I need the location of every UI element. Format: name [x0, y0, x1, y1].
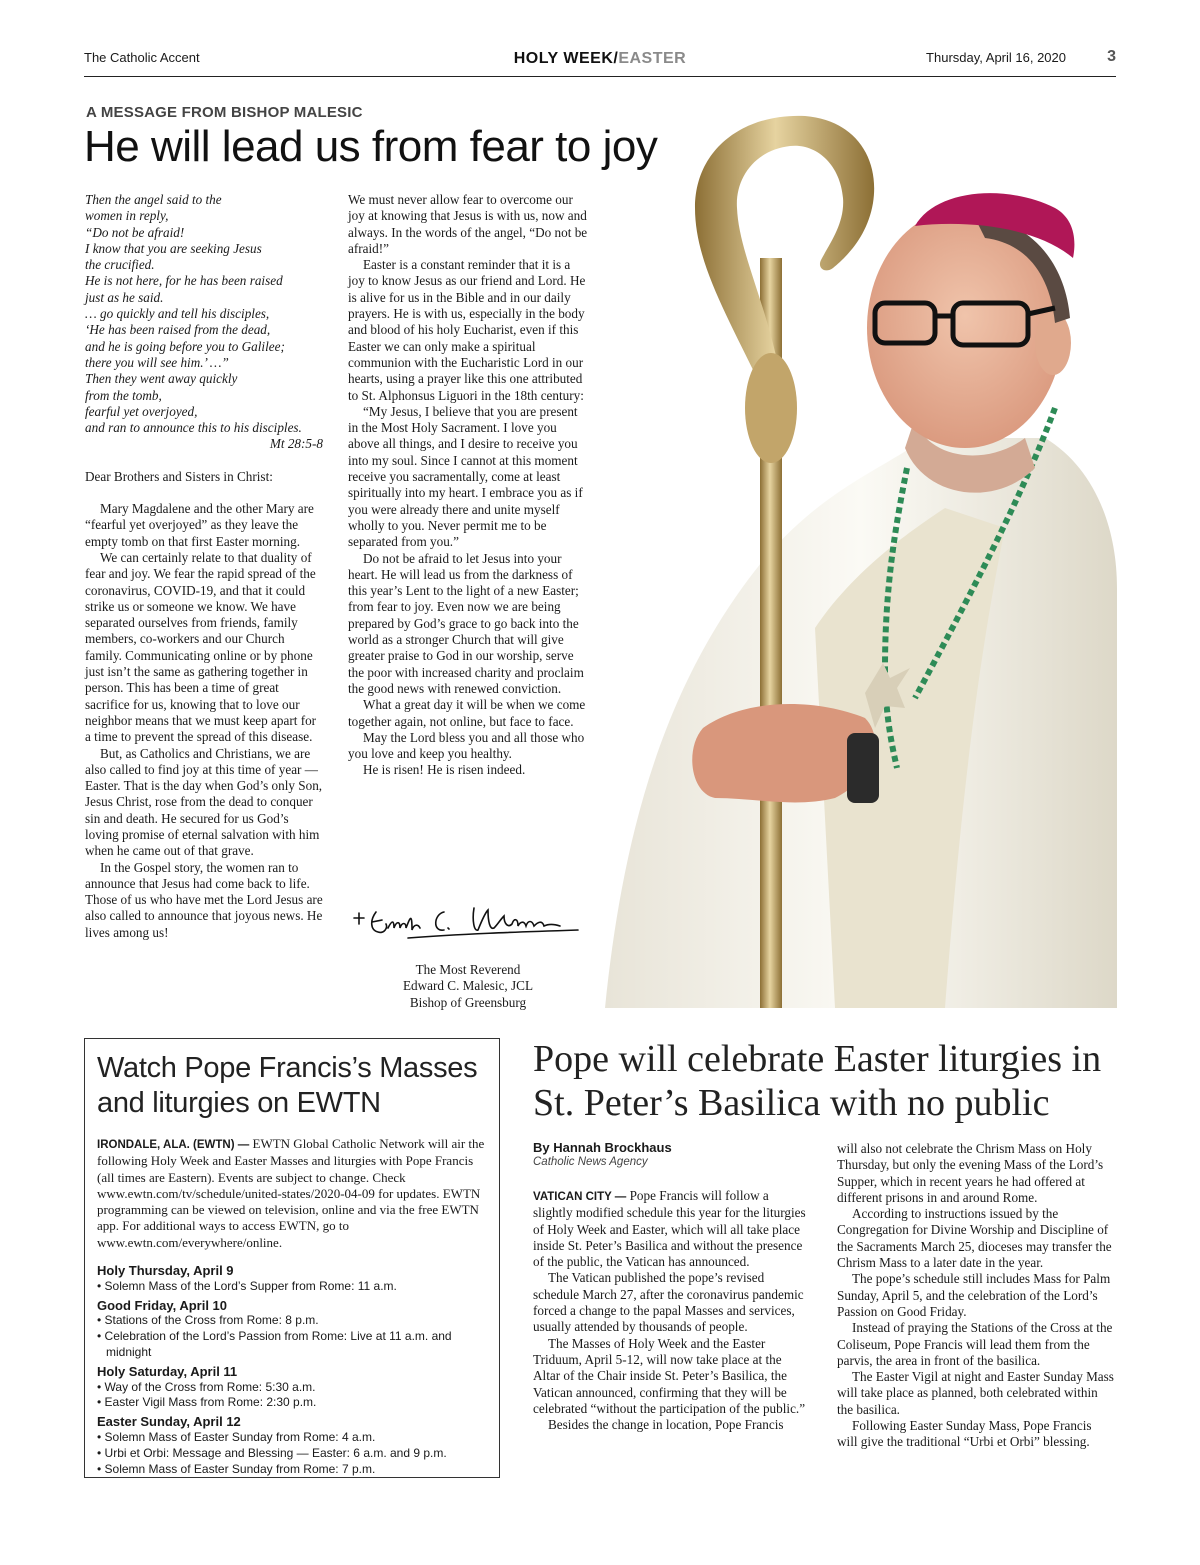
signoff-line: The Most Reverend: [415, 962, 521, 977]
verse-line: women in reply,: [85, 208, 169, 224]
section-title-part2: EASTER: [618, 50, 687, 67]
article-kicker: A MESSAGE FROM BISHOP MALESIC: [86, 104, 363, 121]
schedule-day-heading: Holy Saturday, April 11: [97, 1363, 238, 1379]
author-name: By Hannah Brockhaus: [533, 1140, 672, 1155]
schedule-item: • Way of the Cross from Rome: 5:30 a.m.: [97, 1379, 316, 1394]
body-paragraph: The Easter Vigil at night and Easter Sunday Mass will take place as planned, both celebrated within the basilica.: [837, 1369, 1114, 1417]
section-title-part1: HOLY WEEK/: [513, 50, 619, 67]
ewtn-intro: [97, 1136, 492, 1251]
verse-line: “Do not be afraid!: [85, 224, 185, 240]
salutation: Dear Brothers and Sisters in Christ:: [85, 468, 273, 484]
verse-line: there you will see him.’ …”: [85, 354, 229, 370]
schedule-day-heading: Holy Thursday, April 9: [97, 1263, 234, 1278]
pope-dateline: VATICAN CITY —: [533, 1191, 627, 1203]
verse-citation: Mt 28:5-8: [269, 436, 323, 452]
issue-date: Thursday, April 16, 2020: [926, 50, 1066, 65]
bishop-column-1: [85, 192, 323, 941]
body-paragraph: What a great day it will be when we come together again, not online, but face to face.: [348, 697, 586, 729]
schedule-item: • Urbi et Orbi: Message and Blessing — Easter: 6 a.m. and 9 p.m.: [97, 1445, 447, 1460]
schedule-day-heading: Easter Sunday, April 12: [97, 1414, 241, 1430]
body-paragraph: He is risen! He is risen indeed.: [363, 762, 526, 778]
verse-line: the crucified.: [85, 257, 155, 273]
body-paragraph: But, as Catholics and Christians, we are also called to find joy at this time of year — Easter. That is the day when God’s only Son, Jesus Christ, rose from the dead to conquer sin and death. He secured for us God’s loving promise of eternal salvation with him when he came out of that grave.: [85, 745, 323, 859]
body-paragraph: The pope’s schedule still includes Mass for Palm Sunday, April 5, and the celebration of the Lord’s Passion on Good Friday.: [837, 1271, 1111, 1319]
bishop-column-2: [348, 192, 588, 779]
lead-text: Pope Francis will follow a slightly modified schedule this year for the liturgies of Holy Week and Easter, which will all take place inside St. Peter’s Basilica and without the presence of the public, the Vatican has announced.: [533, 1188, 806, 1270]
publication-name: The Catholic Accent: [84, 50, 200, 65]
body-paragraph: May the Lord bless you and all those who you love and keep you healthy.: [348, 729, 585, 762]
schedule-item: • Easter Vigil Mass from Rome: 2:30 p.m.: [97, 1395, 317, 1410]
body-paragraph: In the Gospel story, the women ran to announce that Jesus had come back to life. Those of us who have met the Lord Jesus are also called to announce that joyous news. He lives among us!: [85, 859, 323, 940]
body-paragraph: The Vatican published the pope’s revised schedule March 27, after the coronavirus pandemic forced a change to the papal Masses and services, usually attended by thousands of people.: [533, 1270, 804, 1335]
schedule-item: • Stations of the Cross from Rome: 8 p.m.: [97, 1313, 319, 1328]
verse-line: Then they went away quickly: [85, 371, 238, 387]
verse-line: just as he said.: [85, 289, 164, 305]
bishop-signature: [348, 898, 588, 946]
body-paragraph: Following Easter Sunday Mass, Pope Francis will give the traditional “Urbi et Orbi” blessing.: [837, 1418, 1092, 1450]
pope-article-byline: [533, 1140, 672, 1168]
body-paragraph: We can certainly relate to that duality of fear and joy. We fear the rapid spread of the coronavirus, COVID-19, and that it could strike us or someone we know. We have separated ourselves from friends, family members, co-workers and our Church family. Communicating online or by phone just isn’t the same as gathering together in person. This has been a time of great sacrifice for us, knowing that to love our neighbor means that we must keep apart for a time to prevent the spread of this disease.: [85, 549, 317, 745]
bishop-photo: [585, 108, 1117, 1008]
verse-line: … go quickly and tell his disciples,: [85, 306, 270, 322]
body-paragraph: Mary Magdalene and the other Mary are “fearful yet overjoyed” as they leave the empty tomb on that first Easter morning.: [85, 501, 314, 549]
body-paragraph: “My Jesus, I believe that you are present in the Most Holy Sacrament. I love you above all things, and I desire to receive you into my soul. Since I cannot at this moment receive you sacramentally, come at least spiritually into my heart. I embrace you as if you were already there and unite myself wholly to you. Never permit me to be separated from you.”: [348, 403, 583, 550]
schedule-day-heading: Good Friday, April 10: [97, 1297, 228, 1313]
ewtn-intro-text: EWTN Global Catholic Network will air the following Holy Week and Easter Masses and liturgies with Pope Francis (all times are Eastern). Events are subject to change. Check www.ewtn.com/tv/schedule/united-states/2020-04-09 for updates. EWTN programming can be viewed on television, online and via the free EWTN app. For additional ways to access EWTN, go to www.ewtn.com/everywhere/online.: [97, 1136, 485, 1250]
schedule-item: • Solemn Mass of the Lord’s Supper from Rome: 11 a.m.: [97, 1278, 397, 1293]
ewtn-schedule: [97, 1263, 492, 1477]
body-paragraph: [533, 1188, 809, 1270]
body-paragraph: Easter is a constant reminder that it is a joy to know Jesus as our friend and Lord. He is alive for us in the Bible and in our daily prayers. He is with us, especially in the body and blood of his holy Eucharist, even if this Easter we can only make a spiritual communion with the Eucharistic Lord in our hearts, using a prayer like this one attributed to St. Alphonsus Liguori in the 18th century:: [348, 257, 586, 403]
verse-line: He is not here, for he has been raised: [85, 273, 283, 289]
signoff-line: Edward C. Malesic, JCL: [402, 978, 534, 994]
ewtn-dateline: IRONDALE, ALA. (EWTN) —: [97, 1139, 250, 1151]
body-paragraph: The Masses of Holy Week and the Easter Triduum, April 5-12, will now take place at the Altar of the Chair inside St. Peter’s Basilica, the Vatican announced, confirming that they will be celebrated “without the participation of the public.”: [533, 1335, 806, 1416]
verse-line: and ran to announce this to his disciples.: [85, 420, 302, 436]
schedule-item: • Solemn Mass of Easter Sunday from Rome: 7 p.m.: [97, 1461, 376, 1476]
body-paragraph: Instead of praying the Stations of the Cross at the Coliseum, Pope Francis will lead them from the parvis, the area in front of the basilica.: [837, 1320, 1113, 1368]
verse-line: I know that you are seeking Jesus: [85, 240, 262, 256]
body-paragraph: will also not celebrate the Chrism Mass on Holy Thursday, but only the evening Mass of the Lord’s Supper, which in recent years he had offered at different prisons in and around Rome.: [837, 1141, 1104, 1205]
article-headline: He will lead us from fear to joy: [84, 122, 658, 171]
verse-line: from the tomb,: [85, 387, 162, 403]
scripture-verse: [85, 192, 323, 453]
ewtn-sidebar-box: [84, 1038, 500, 1478]
news-agency: Catholic News Agency: [533, 1156, 648, 1168]
verse-line: Then the angel said to the: [85, 192, 222, 207]
verse-line: ‘He has been raised from the dead,: [85, 322, 271, 338]
bishop-signoff: [348, 962, 588, 1011]
schedule-item: • Celebration of the Lord’s Passion from Rome: Live at 11 a.m. and midnight: [97, 1329, 452, 1359]
pope-column-2: [837, 1141, 1115, 1451]
body-paragraph: We must never allow fear to overcome our joy at knowing that Jesus is with us, now and always. In the words of the angel, “Do not be afraid!”: [348, 192, 588, 256]
body-paragraph: Do not be afraid to let Jesus into your heart. He will lead us from the darkness of this year’s Lent to the light of a new Easter; from fear to joy. Even now we are being prepared by God’s grace to go back into the world as a stronger Church that will give greater praise to God in our worship, serve the poor with increased charity and proclaim the good news with renewed conviction.: [348, 550, 584, 696]
verse-line: fearful yet overjoyed,: [85, 403, 198, 419]
page-number: 3: [1107, 48, 1116, 65]
body-paragraph: Besides the change in location, Pope Francis: [548, 1417, 784, 1433]
pope-column-1: [533, 1188, 809, 1433]
page-header: [84, 48, 1116, 77]
schedule-item: • Solemn Mass of Easter Sunday from Rome: 4 a.m.: [97, 1429, 376, 1444]
pope-article-headline: Pope will celebrate Easter liturgies in St. Peter’s Basilica with no public: [533, 1038, 1102, 1124]
signoff-line: Bishop of Greensburg: [409, 994, 527, 1010]
verse-line: and he is going before you to Galilee;: [85, 338, 285, 354]
body-paragraph: According to instructions issued by the Congregation for Divine Worship and Discipline of the Sacraments March 25, dioceses may transfer the Chrism Mass to a later date in the year.: [837, 1206, 1112, 1271]
ewtn-title: Watch Pope Francis’s Masses and liturgies on EWTN: [97, 1052, 478, 1119]
